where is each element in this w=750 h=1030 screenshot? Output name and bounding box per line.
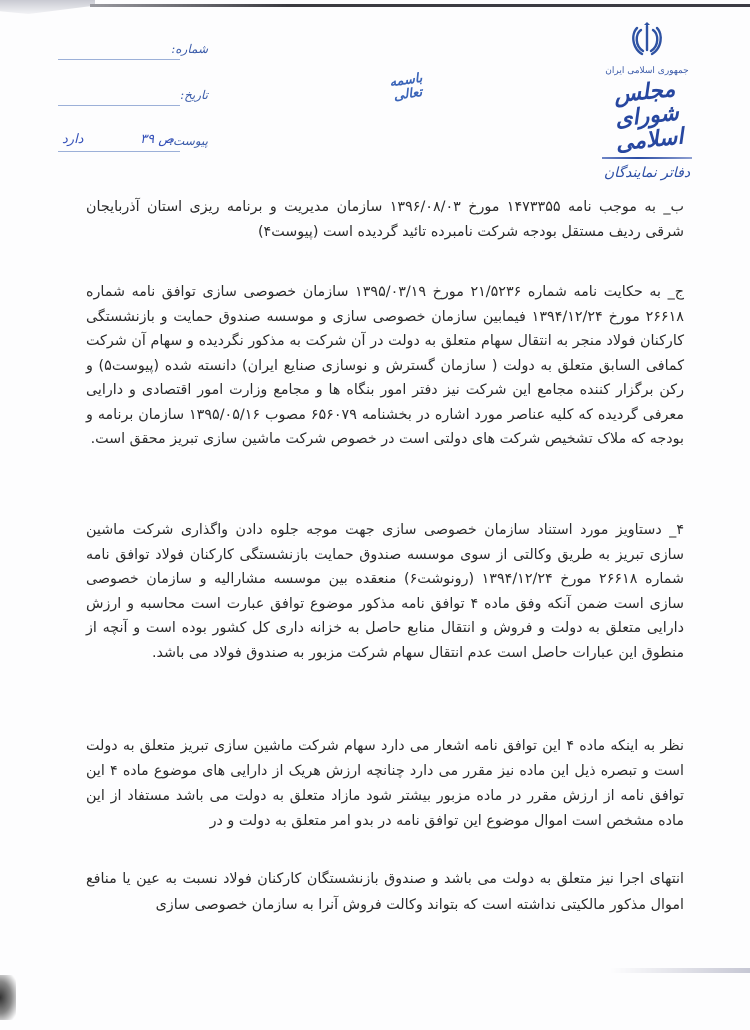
- paragraph-nazar-text: نظر به اینکه ماده ۴ این توافق نامه اشعار می دارد سهام شرکت ماشین سازی تبریز متعلق به دولت است و تبصره ذیل این ماده نیز مقرر می دارد چنانچه ارزش هریک از دارایی های موضوع ماده ۴ این توافق نامه از ارزش مقرر در ماده مزبور بیشتر شود مازاد متعلق به دولت می باشد مستفاد از این ماده مشخص است اموال موضوع این توافق نامه در بدو امر متعلق به دولت و در: [86, 738, 684, 829]
- attachment-field: [58, 132, 208, 156]
- paragraph-4: [86, 518, 684, 665]
- scan-corner-shadow: [0, 975, 16, 1020]
- basmala-text: باسمه تعالی: [388, 70, 424, 104]
- scan-fold-shadow: [610, 968, 750, 973]
- paragraph-b-text: ب_ به موجب نامه ۱۴۷۳۳۵۵ مورخ ۱۳۹۶/۰۸/۰۳ سازمان مدیریت و برنامه ریزی استان آذربایجان شرقی ردیف مستقل بودجه شرکت نامبرده تائید گردیده است (پیوست۴): [86, 199, 684, 240]
- attachment-value: [62, 132, 174, 147]
- attachment-line: [58, 151, 180, 152]
- basmala-calligraphy: [372, 66, 442, 110]
- paragraph-b: [86, 195, 684, 244]
- number-line: [58, 59, 180, 60]
- paragraph-c-text: ج_ به حکایت نامه شماره ۲۱/۵۲۳۶ مورخ ۱۳۹۵/۰۳/۱۹ سازمان خصوصی سازی توافق نامه شماره ۲۶۶۱۸ مورخ ۱۳۹۴/۱۲/۲۴ فیمابین سازمان خصوصی سازی و موسسه صندوق حمایت و بازنشستگی کارکنان فولاد منجر به انتقال سهام متعلق به دولت در آن شرکت به مذکور نگردیده و سهام آن شرکت کمافی السابق متعلق به دولت ( سازمان گسترش و نوسازی صنایع ایران) دانسته شده (پیوست۵) و رکن برگزار کننده مجامع این شرکت نیز دفتر امور بنگاه ها و مجامع وزارت امور اقتصادی و دارایی معرفی گردیده که کلیه عناصر مورد اشاره در بخشنامه ۶۵۶۰۷۹ مصوب ۱۳۹۵/۰۵/۱۶ سازمان برنامه و بودجه که ملاک تشخیص شرکت های دولتی است در خصوص شرکت ماشین سازی تبریز محقق است.: [86, 284, 684, 447]
- office-name: دفاتر نمایندگان: [603, 164, 691, 181]
- paragraph-c: [86, 280, 684, 452]
- date-label: تاریخ:: [180, 88, 208, 102]
- paragraph-4-text: ۴_ دستاویز مورد استناد سازمان خصوصی سازی جهت موجه جلوه دادن واگذاری شرکت ماشین سازی تبریز به طریق وکالتی از سوی موسسه صندوق حمایت بازنشستگی کارکنان فولاد توافق نامه شماره ۲۶۶۱۸ مورخ ۱۳۹۴/۱۲/۲۴ (رونوشت۶) منعقده بین موسسه مشارالیه و سازمان خصوصی سازی است ضمن آنکه وفق ماده ۴ توافق نامه مذکور موضوع توافق عبارت است محاسبه و ارزش دارایی متعلق به دولت و فروش و انتقال منابع حاصل به خزانه داری کل کشور بوده است و آنچه از منطوق این عبارات حاصل است عدم انتقال سهام شرکت مزبور به صندوق فولاد می باشد.: [86, 522, 684, 661]
- organization-logotype: مجلس شورای اسلامی: [612, 75, 685, 157]
- scan-edge-shadow: [0, 0, 95, 14]
- attachment-pages: ص ۳۹: [140, 132, 174, 147]
- paragraph-end-text: انتهای اجرا نیز متعلق به دولت می باشد و صندوق بازنشستگان کارکنان فولاد نسبت به عین یا منافع اموال مذکور مالکیتی نداشته است که بتواند وکالت فروش آنرا به سازمان خصوصی سازی: [86, 871, 684, 913]
- number-field: [58, 40, 208, 64]
- date-line: [58, 105, 180, 106]
- date-field: [58, 86, 208, 110]
- attachment-label: پیوست:: [168, 134, 208, 148]
- paragraph-nazar: [86, 734, 684, 834]
- iran-emblem-icon: [630, 22, 664, 58]
- paragraph-end: [86, 866, 684, 918]
- number-label: شماره:: [171, 42, 208, 56]
- republic-text: جمهوری اسلامی ایران: [605, 66, 689, 76]
- page-top-edge: [90, 4, 750, 7]
- logotype-underline: [602, 157, 692, 159]
- letterhead: [592, 22, 702, 181]
- letter-meta-fields: [58, 40, 208, 178]
- attachment-status: دارد: [62, 132, 84, 147]
